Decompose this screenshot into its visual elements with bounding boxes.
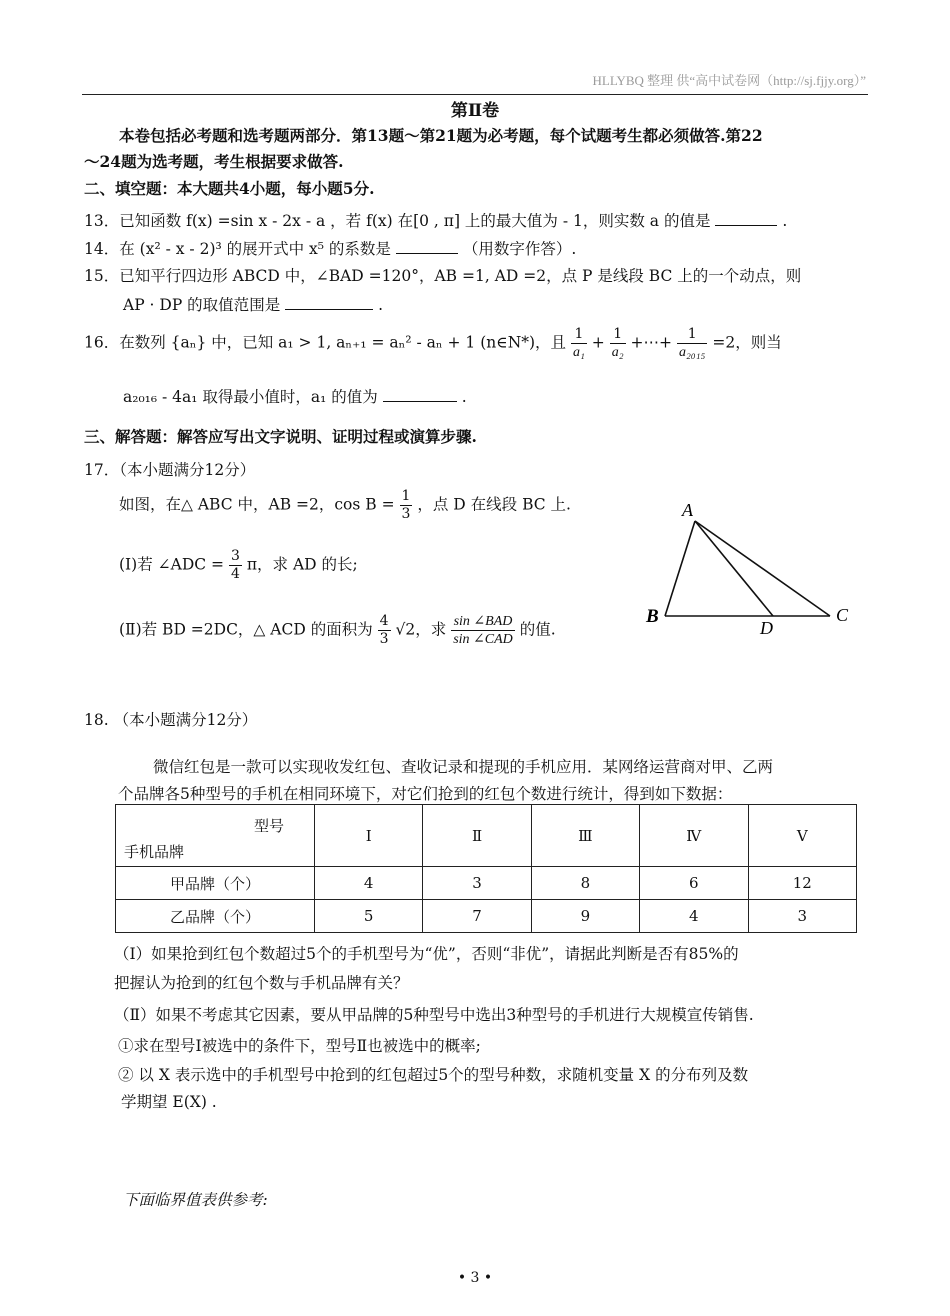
intro-line-2: ～24题为选考题，考生根据要求做答. [84, 152, 344, 171]
question-18-part-2-sub-2-line-1: ② 以 X 表示选中的手机型号中抢到的红包超过5个的型号种数，求随机变量 X 的分布列及数 [118, 1066, 749, 1084]
q13-text: 13．已知函数 f(x) =sin x - 2x - a ，若 f(x) 在[0 , π] 上的最大值为 - 1，则实数 a 的值是 [84, 212, 711, 230]
q17-part2-post: 的值. [519, 620, 556, 639]
q14-end: （用数字作答）. [462, 240, 577, 258]
question-18-part-1-line-1: （Ⅰ）如果抢到红包个数超过5个的手机型号为“优”，否则“非优”，请据此判断是否有85%的 [114, 945, 739, 963]
table-row [116, 900, 857, 933]
question-16-line-2 [123, 386, 467, 407]
q16-fraction-3 [677, 326, 707, 361]
table-cell: 4 [315, 867, 423, 900]
header-watermark: HLLYBQ 整理 供“高中试卷网（http://sj.fjjy.org）” [592, 73, 866, 88]
q17-part2-ratio-fraction [451, 613, 515, 648]
q13-end: . [782, 212, 788, 230]
q17-part2-fraction [378, 613, 391, 648]
table-header-row [116, 805, 857, 867]
q17-part2-pre: (Ⅱ)若 BD =2DC，△ ACD 的面积为 [119, 620, 373, 639]
table-row [116, 867, 857, 900]
fraction-denominator: a₂₀₁₅ [678, 345, 706, 360]
intro-line-1: 本卷包括必考题和选考题两部分．第13题～第21题为必考题，每个试题考生都必须做答.第22 [119, 126, 763, 145]
column-header: Ⅴ [748, 805, 857, 867]
table-cell: 5 [315, 900, 423, 933]
side-ac [695, 521, 830, 616]
q17-stem-post: ，点 D 在线段 BC 上. [417, 495, 571, 514]
data-table [115, 804, 857, 933]
question-17-part-2 [119, 613, 556, 648]
table-cell: 7 [423, 900, 531, 933]
column-header: Ⅱ [423, 805, 531, 867]
fraction-denominator: sin ∠CAD [453, 632, 513, 647]
table-cell: 9 [531, 900, 639, 933]
row-label: 乙品牌（个） [116, 900, 315, 933]
q17-part1-post: π，求 AD 的长; [246, 555, 358, 574]
answer-blank [396, 238, 458, 254]
question-13 [84, 210, 787, 231]
q17-part2-mid: √2，求 [395, 620, 447, 639]
question-15-line-2 [123, 294, 383, 315]
page-number: • 3 • [457, 1270, 493, 1286]
question-14 [84, 238, 576, 259]
table-cell: 8 [531, 867, 639, 900]
fraction-denominator: a₁ [573, 345, 585, 360]
question-18-part-2-sub-2-line-2: 学期望 E(X) . [121, 1093, 217, 1111]
volume-title: 第Ⅱ卷 [450, 101, 500, 121]
q17-stem-pre: 如图，在△ ABC 中，AB =2，cos B = [119, 495, 395, 514]
q16-fraction-2 [610, 326, 626, 361]
section2-heading: 二、填空题：本大题共4小题，每小题5分. [84, 179, 375, 198]
vertex-label-d: D [760, 618, 773, 638]
header-rule [82, 94, 868, 95]
column-header: Ⅳ [640, 805, 748, 867]
fraction-denominator: a₂ [611, 345, 624, 360]
corner-label-brand: 手机品牌 [124, 843, 185, 861]
fraction-numerator: 1 [610, 326, 626, 344]
answer-blank [285, 294, 373, 310]
corner-label-model: 型号 [253, 817, 284, 835]
fraction-numerator: 3 [230, 548, 240, 564]
column-header: Ⅲ [531, 805, 639, 867]
vertex-label-b: B [646, 606, 659, 627]
q17-stem-fraction [400, 488, 413, 523]
question-17-part-1 [119, 548, 358, 583]
question-15-line-1: 15．已知平行四边形 ABCD 中，∠BAD =120°，AB =1, AD =2，点 P 是线段 BC 上的一个动点，则 [84, 267, 802, 285]
question-18-part-1-line-2: 把握认为抢到的红包个数与手机品牌有关？ [114, 974, 409, 992]
question-16-line-1: 16．在数列 {aₙ} 中，已知 a₁ > 1, aₙ₊₁ = aₙ² - aₙ + 1 (n∈N*)，且 $\frac{1}{\text{a₁}}$ + $\frac{1}{\text{a₂}}$ +⋯+ $\frac{1}{\text{a₂₀₁₅}}$ =2，则当 [84, 326, 782, 360]
vertex-label-c: C [836, 605, 849, 625]
fraction-denominator: 3 [379, 631, 389, 647]
question-18-part-2-line-1: （Ⅱ）如果不考虑其它因素，要从甲品牌的5种型号中选出3种型号的手机进行大规模宣传销售. [114, 1006, 754, 1024]
fraction-numerator: 1 [571, 326, 587, 344]
fraction-numerator: 4 [379, 613, 389, 629]
fraction-numerator: sin ∠BAD [451, 613, 515, 631]
side-ab [665, 521, 695, 616]
q16-line1-pre: 16．在数列 {aₙ} 中，已知 a₁ > 1, aₙ₊₁ = aₙ² - aₙ + 1 (n∈N*)，且 [84, 333, 567, 352]
q15-end: . [378, 296, 384, 314]
question-17-stem [119, 488, 571, 523]
table-corner-cell [116, 805, 315, 867]
answer-blank [715, 210, 777, 226]
table-cell: 3 [423, 867, 531, 900]
q17-part1-fraction [229, 548, 242, 583]
row-label: 甲品牌（个） [116, 867, 315, 900]
section3-heading: 三、解答题：解答应写出文字说明、证明过程或演算步骤. [84, 427, 477, 446]
q15-line2: AP · DP 的取值范围是 [123, 296, 281, 314]
q16-end: . [461, 388, 467, 406]
question-18-part-2-sub-1: ①求在型号Ⅰ被选中的条件下，型号Ⅱ也被选中的概率; [118, 1037, 481, 1055]
fraction-denominator: 4 [230, 566, 240, 582]
fraction-numerator: 1 [677, 326, 707, 344]
table-cell: 3 [748, 900, 857, 933]
q16-fraction-1 [571, 326, 587, 361]
question-17-label: 17．（本小题满分12分） [84, 461, 256, 479]
q16-line2: a₂₀₁₆ - 4a₁ 取得最小值时，a₁ 的值为 [123, 388, 378, 406]
table-cell: 12 [748, 867, 857, 900]
table-cell: 6 [640, 867, 748, 900]
fraction-numerator: 1 [401, 488, 411, 504]
vertex-label-a: A [682, 500, 693, 520]
reference-note: 下面临界值表供参考: [123, 1191, 268, 1209]
triangle-figure [640, 496, 870, 646]
q16-line1-post: =2，则当 [712, 333, 782, 352]
answer-blank [383, 386, 457, 402]
q17-part1-pre: (Ⅰ)若 ∠ADC = [119, 555, 225, 574]
fraction-denominator: 3 [401, 506, 411, 522]
question-18-para-1: 微信红包是一款可以实现收发红包、查收记录和提现的手机应用．某网络运营商对甲、乙两 [153, 758, 774, 776]
table-cell: 4 [640, 900, 748, 933]
question-18-label: 18. （本小题满分12分） [84, 711, 258, 729]
q14-text: 14．在 (x² - x - 2)³ 的展开式中 x⁵ 的系数是 [84, 240, 391, 258]
column-header: Ⅰ [315, 805, 423, 867]
question-18-para-2: 个品牌各5种型号的手机在相同环境下，对它们抢到的红包个数进行统计，得到如下数据： [118, 785, 733, 803]
